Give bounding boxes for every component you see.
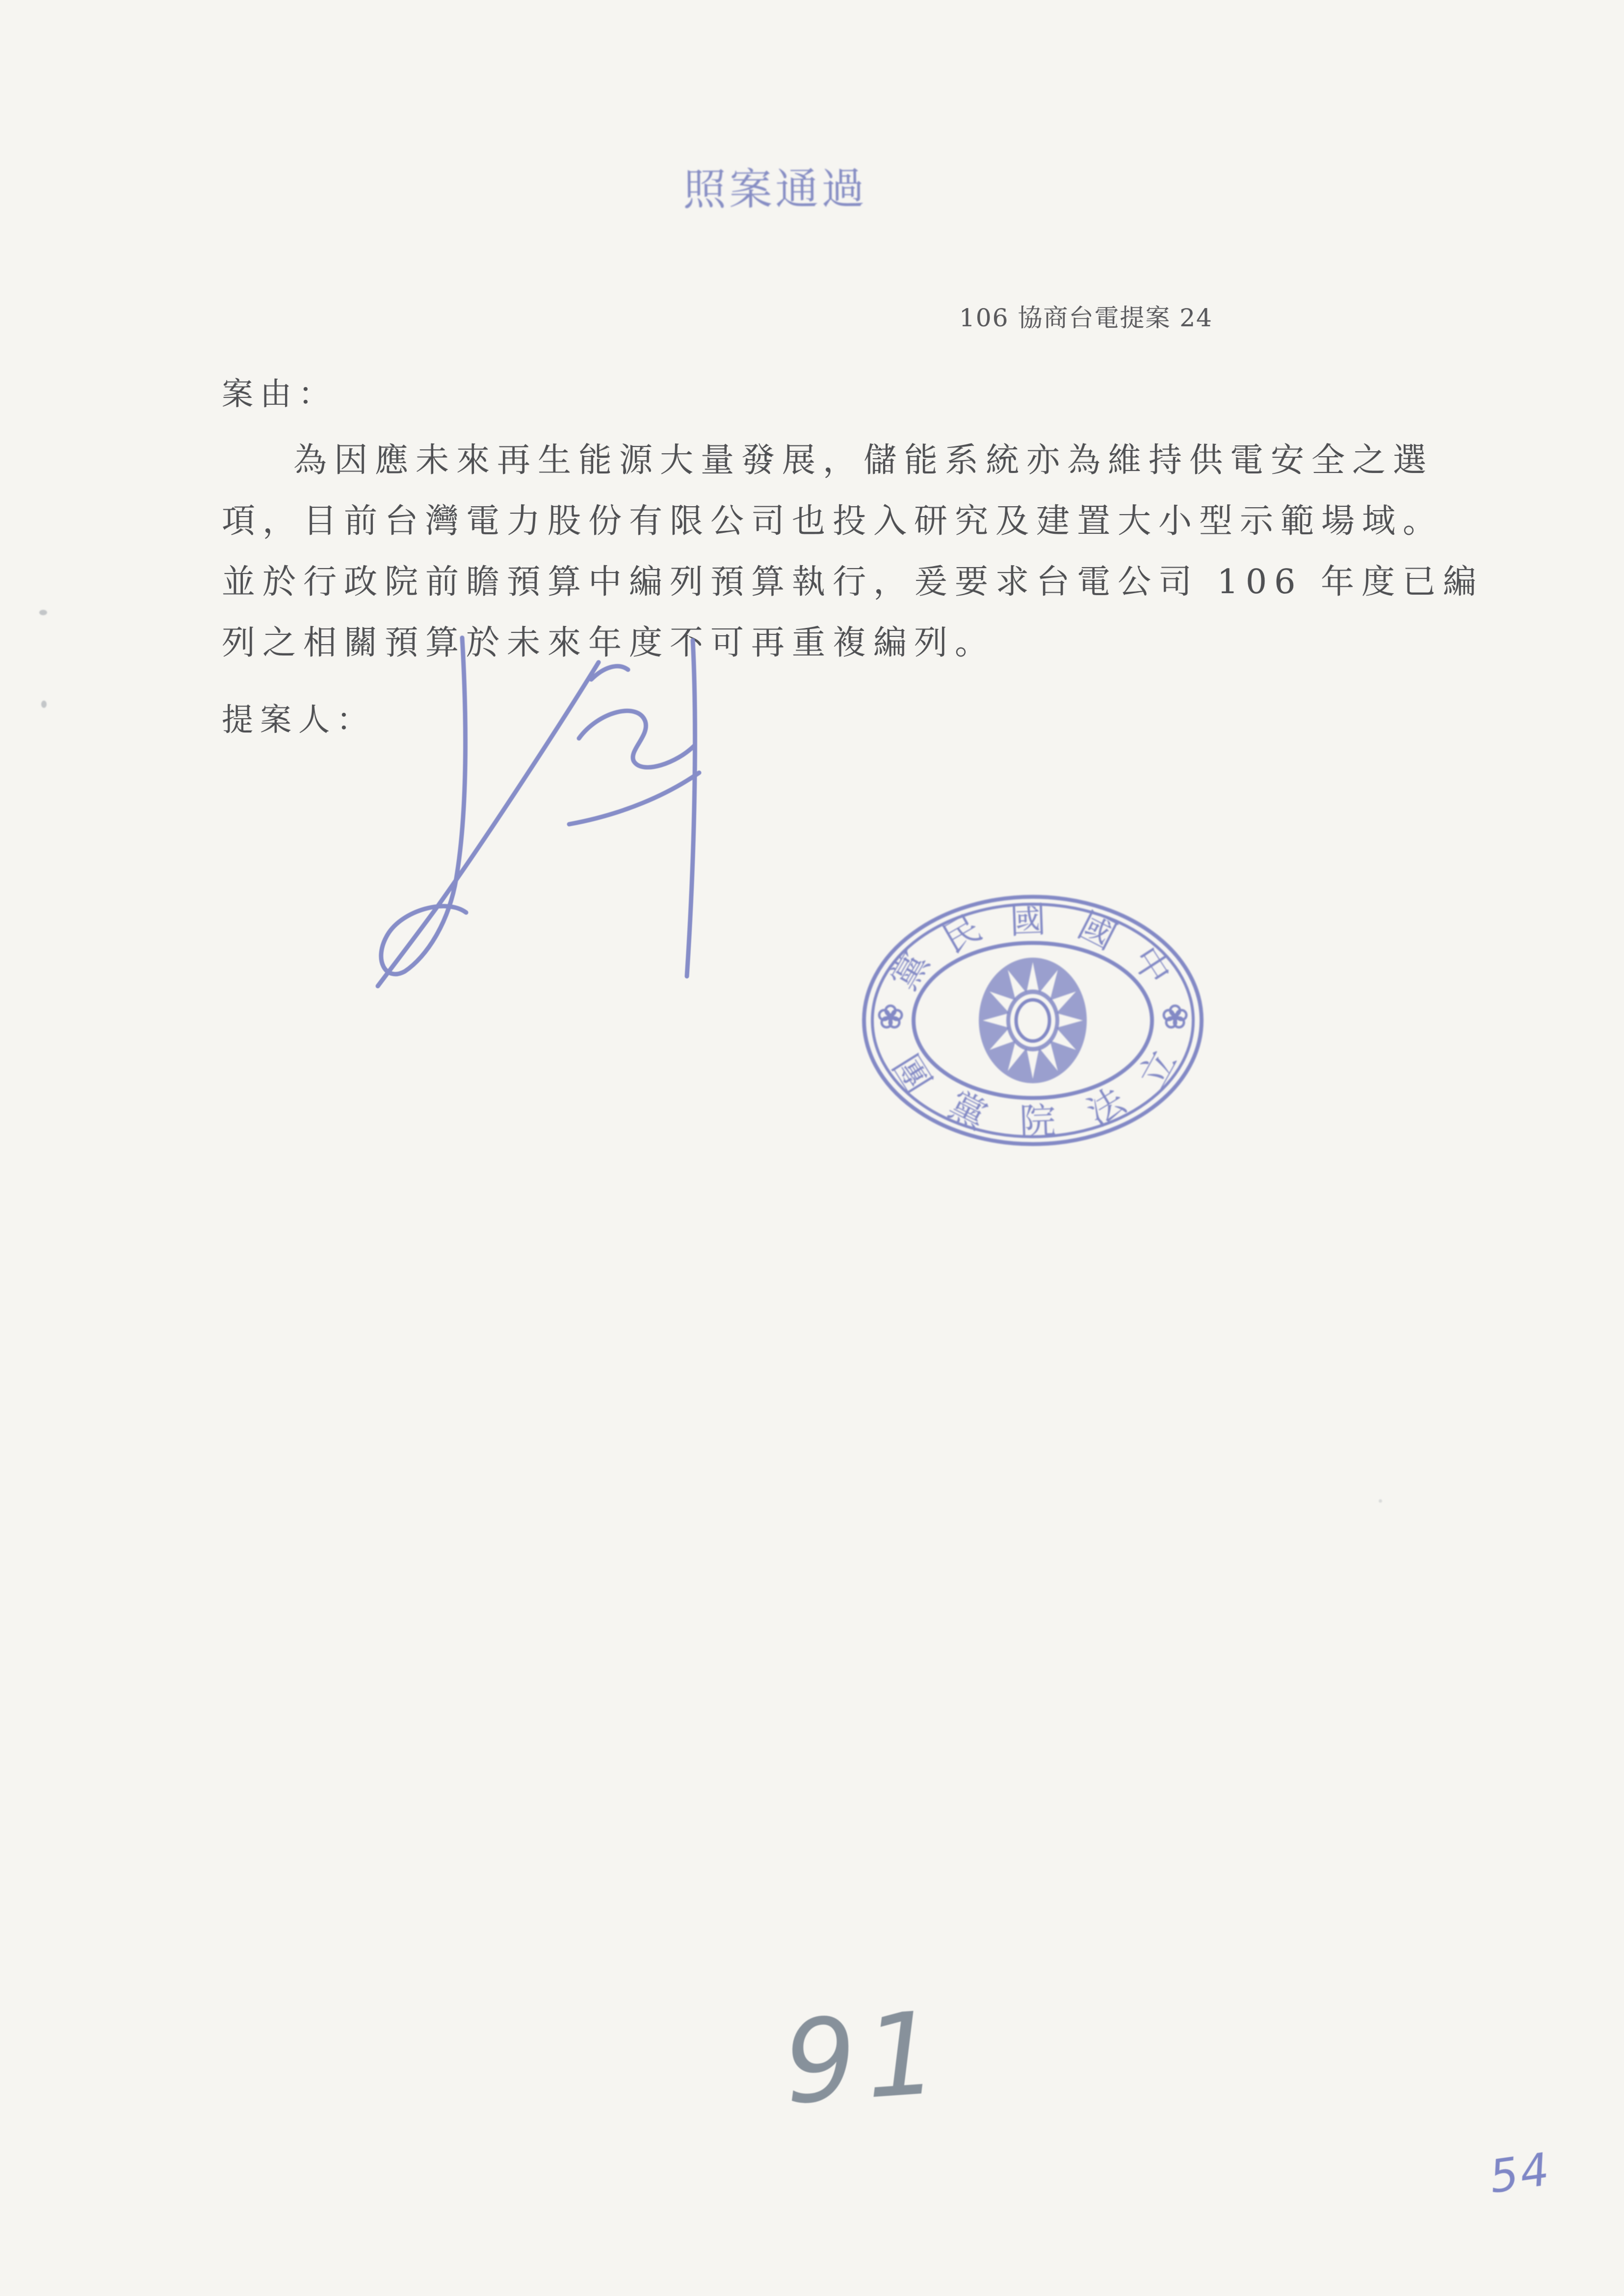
scan-speck — [1379, 1499, 1382, 1503]
kmt-sun-emblem — [979, 958, 1087, 1083]
handwritten-page-number-corner: 54 — [1486, 2142, 1554, 2204]
reference-number: 106 協商台電提案 24 — [959, 304, 1213, 332]
seal-char: 團 — [884, 1047, 940, 1101]
kmt-caucus-seal — [860, 892, 1206, 1152]
seal-char: 國 — [1072, 904, 1124, 959]
seal-char: 中 — [1124, 939, 1179, 992]
subject-label: 案由： — [222, 376, 337, 413]
seal-char: 民 — [935, 907, 989, 962]
signature-stroke — [569, 773, 699, 824]
seal-char: 法 — [1079, 1079, 1133, 1135]
body-line-4: 列之相關預算於未來年度不可再重複編列。 — [222, 624, 996, 662]
approval-stamp-text: 照案通過 — [682, 163, 868, 215]
scan-speck — [41, 701, 47, 708]
seal-char: 國 — [1009, 898, 1047, 942]
proposer-signature — [304, 633, 751, 1016]
seal-char: 黨 — [942, 1083, 994, 1138]
seal-char: 立 — [1130, 1043, 1185, 1096]
proposer-label: 提案人： — [222, 702, 375, 738]
body-line-2: 項，目前台灣電力股份有限公司也投入研究及建置大小型示範場域。 — [222, 502, 1444, 541]
signature-stroke — [579, 711, 694, 767]
seal-char: 黨 — [883, 944, 938, 997]
body-line-1: 為因應未來再生能源大量發展，儲能系統亦為維持供電安全之選 — [293, 441, 1434, 480]
seal-flower-right — [1164, 1006, 1186, 1027]
scan-speck — [39, 610, 47, 615]
body-line-3: 並於行政院前瞻預算中編列預算執行，爰要求台電公司 106 年度已編 — [222, 563, 1484, 601]
seal-flower-left — [879, 1006, 902, 1027]
seal-char: 院 — [1019, 1099, 1057, 1144]
handwritten-page-number-large: 91 — [779, 1986, 951, 2130]
signature-stroke — [378, 662, 599, 986]
signature-stroke — [687, 640, 695, 976]
